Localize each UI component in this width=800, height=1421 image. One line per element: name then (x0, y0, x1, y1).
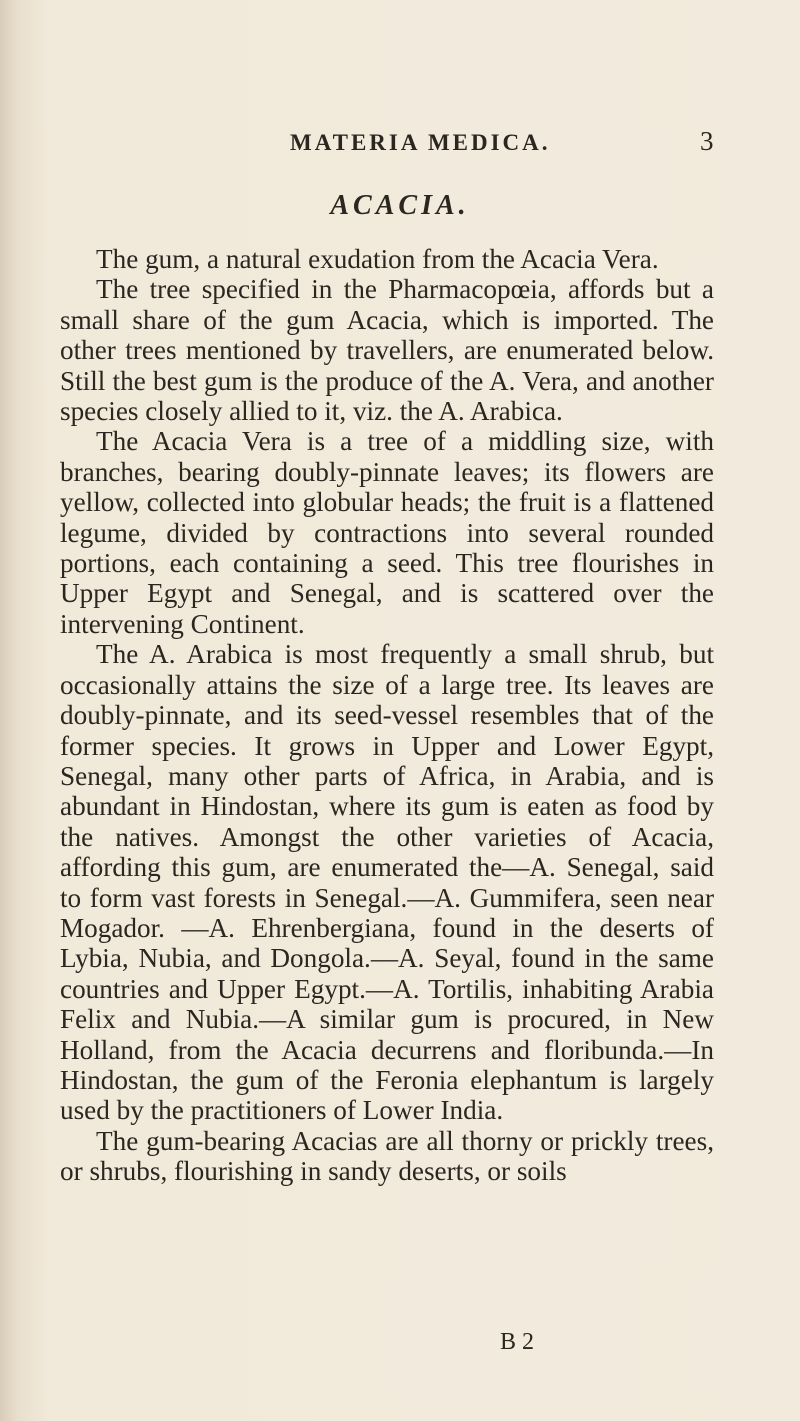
page-number: 3 (700, 126, 714, 156)
paragraph-2: The tree specified in the Pharmacopœia, affords but a small share of the gum Acacia, which is imported. The other trees mentioned by travellers, are enumerated below. Still the best gum is the produce of the A. Vera, and another species closely allied to it, viz. the A. Arabica. (60, 274, 714, 427)
signature-mark: B 2 (500, 1329, 535, 1355)
running-head (290, 126, 720, 164)
running-title: MATERIA MEDICA. (290, 130, 551, 155)
paragraph-1: The gum, a natural exudation from the Acacia Vera. (96, 244, 659, 274)
paragraph-5: The gum-bearing Acacias are all thorny or prickly trees, or shrubs, flourishing in sandy deserts, or soils (60, 1125, 714, 1187)
section-title: ACACIA. (330, 190, 470, 221)
body-text (60, 244, 714, 1187)
paragraph-4: The A. Arabica is most frequently a small shrub, but occasionally attains the size of a large tree. Its leaves are doubly-pinnate, and its seed-vessel resembles that of the former species. It grows in Upper and Lower Egypt, Senegal, many other parts of Africa, in Arabia, and is abundant in Hindostan, where its gum is eaten as food by the natives. Amongst the other varieties of Acacia, affording this gum, are enumerated the—A. Senegal, said to form vast forests in Senegal.—A. Gummifera, seen near Mogador. —A. Ehrenbergiana, found in the deserts of Lybia, Nubia, and Dongola.—A. Seyal, found in the same countries and Upper Egypt.—A. Tortilis, inhabiting Arabia Felix and Nubia.—A similar gum is procured, in New Holland, from the Acacia decurrens and floribunda.—In Hindostan, the gum of the Feronia elephantum is largely used by the practitioners of Lower India. (60, 639, 714, 1126)
paragraph-3: The Acacia Vera is a tree of a middling size, with branches, bearing doubly-pinnate leaves; its flowers are yellow, collected into globular heads; the fruit is a flattened legume, divided by contractions into several rounded portions, each containing a seed. This tree flourishes in Upper Egypt and Senegal, and is scattered over the intervening Continent. (60, 426, 714, 639)
